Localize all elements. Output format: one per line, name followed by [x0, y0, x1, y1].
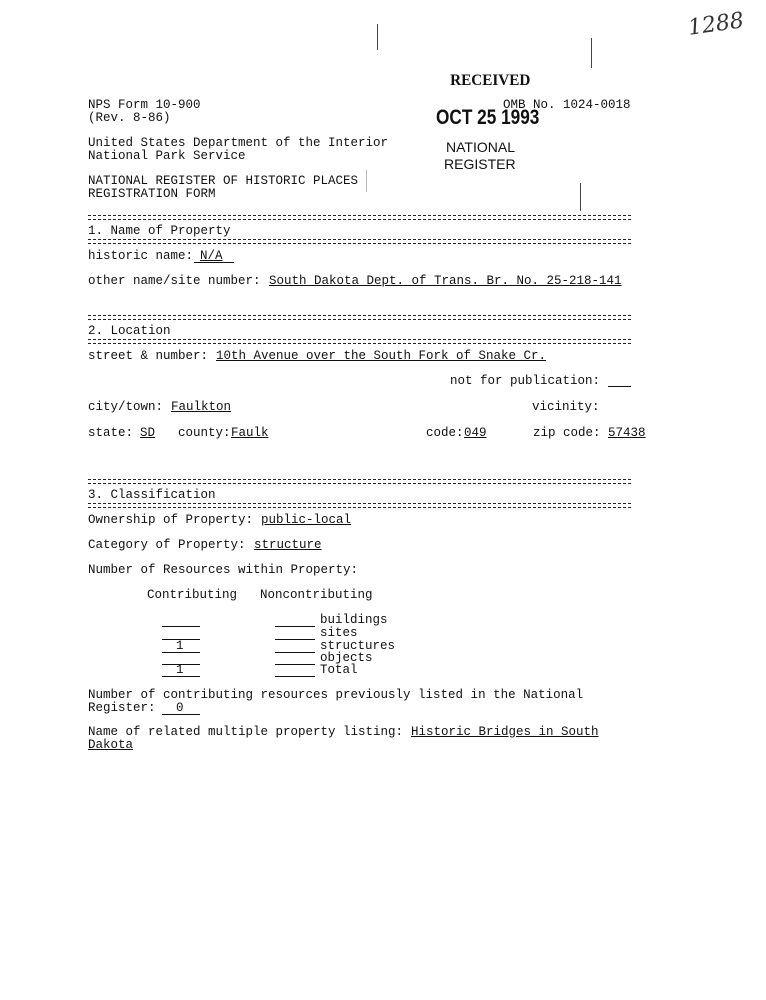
street-label: street & number: — [88, 349, 209, 363]
received-stamp-label: RECEIVED — [450, 72, 531, 89]
section1-heading: 1. Name of Property — [88, 224, 231, 238]
register-blank — [162, 714, 200, 715]
department: United States Department of the Interior — [88, 136, 389, 150]
scan-mark — [580, 183, 581, 211]
city-value: Faulkton — [171, 400, 232, 414]
multiple-listing-value: Historic Bridges in South — [411, 725, 599, 739]
form-number: NPS Form 10-900 — [88, 98, 201, 112]
divider — [88, 503, 631, 508]
state-label: state: — [88, 426, 134, 440]
resource-type-label: sites — [320, 626, 358, 640]
omb-number: OMB No. 1024-0018 — [503, 98, 631, 112]
received-stamp-line1: NATIONAL — [446, 139, 515, 155]
vicinity-label: vicinity: — [532, 400, 600, 414]
register-label: Register: — [88, 701, 156, 715]
state-value: SD — [140, 426, 156, 440]
previously-listed-text: Number of contributing resources previously listed in the National — [88, 688, 584, 702]
resources-label: Number of Resources within Property: — [88, 563, 359, 577]
contributing-blank — [162, 676, 200, 677]
county-value: Faulk — [231, 426, 269, 440]
contributing-count: 1 — [176, 663, 184, 677]
scan-mark — [591, 38, 592, 68]
noncontributing-blank — [275, 626, 315, 627]
historic-name-value: N/A — [200, 249, 223, 263]
other-name-label: other name/site number: — [88, 274, 261, 288]
noncontributing-column-header: Noncontributing — [260, 588, 373, 602]
city-label: city/town: — [88, 400, 164, 414]
scan-mark — [366, 170, 367, 192]
contributing-blank — [162, 626, 200, 627]
county-label: county: — [178, 426, 231, 440]
not-for-publication-label: not for publication: — [450, 374, 601, 388]
noncontributing-blank — [275, 652, 315, 653]
noncontributing-blank — [275, 639, 315, 640]
not-for-publication-blank — [608, 386, 631, 387]
street-value: 10th Avenue over the South Fork of Snake Cr. — [216, 349, 547, 363]
multiple-listing-label: Name of related multiple property listing: — [88, 725, 404, 739]
divider — [88, 239, 631, 244]
category-value: structure — [254, 538, 322, 552]
other-name-value: South Dakota Dept. of Trans. Br. No. 25-218-141 — [269, 274, 622, 288]
divider — [88, 215, 631, 220]
divider — [88, 315, 631, 320]
multiple-listing-value-cont: Dakota — [88, 738, 134, 752]
noncontributing-blank — [275, 664, 315, 665]
code-value: 049 — [464, 426, 487, 440]
received-stamp-line2: REGISTER — [444, 156, 516, 172]
resource-type-label: buildings — [320, 613, 388, 627]
divider — [88, 479, 631, 484]
resource-type-label: structures — [320, 639, 396, 653]
noncontributing-blank — [275, 676, 315, 677]
historic-name-label: historic name: — [88, 249, 194, 263]
contributing-column-header: Contributing — [147, 588, 238, 602]
form-revision: (Rev. 8-86) — [88, 111, 171, 125]
zip-value: 57438 — [608, 426, 646, 440]
category-label: Category of Property: — [88, 538, 246, 552]
contributing-blank — [162, 652, 200, 653]
section2-heading: 2. Location — [88, 324, 171, 338]
ownership-value: public-local — [261, 513, 352, 527]
contributing-count: 1 — [176, 639, 184, 653]
ownership-label: Ownership of Property: — [88, 513, 254, 527]
service: National Park Service — [88, 149, 246, 163]
form-title: NATIONAL REGISTER OF HISTORIC PLACES — [88, 174, 359, 188]
form-subtitle: REGISTRATION FORM — [88, 187, 216, 201]
zip-label: zip code: — [533, 426, 601, 440]
register-value: 0 — [176, 701, 184, 715]
divider — [88, 339, 631, 344]
historic-name-underline — [194, 262, 234, 263]
code-label: code: — [426, 426, 464, 440]
received-stamp-date: OCT 25 1993 — [436, 106, 540, 129]
resource-type-label: objects — [320, 651, 373, 665]
resource-type-label: Total — [320, 663, 358, 677]
handwritten-number: 1288 — [686, 8, 746, 41]
section3-heading: 3. Classification — [88, 488, 216, 502]
scan-mark — [377, 24, 378, 50]
